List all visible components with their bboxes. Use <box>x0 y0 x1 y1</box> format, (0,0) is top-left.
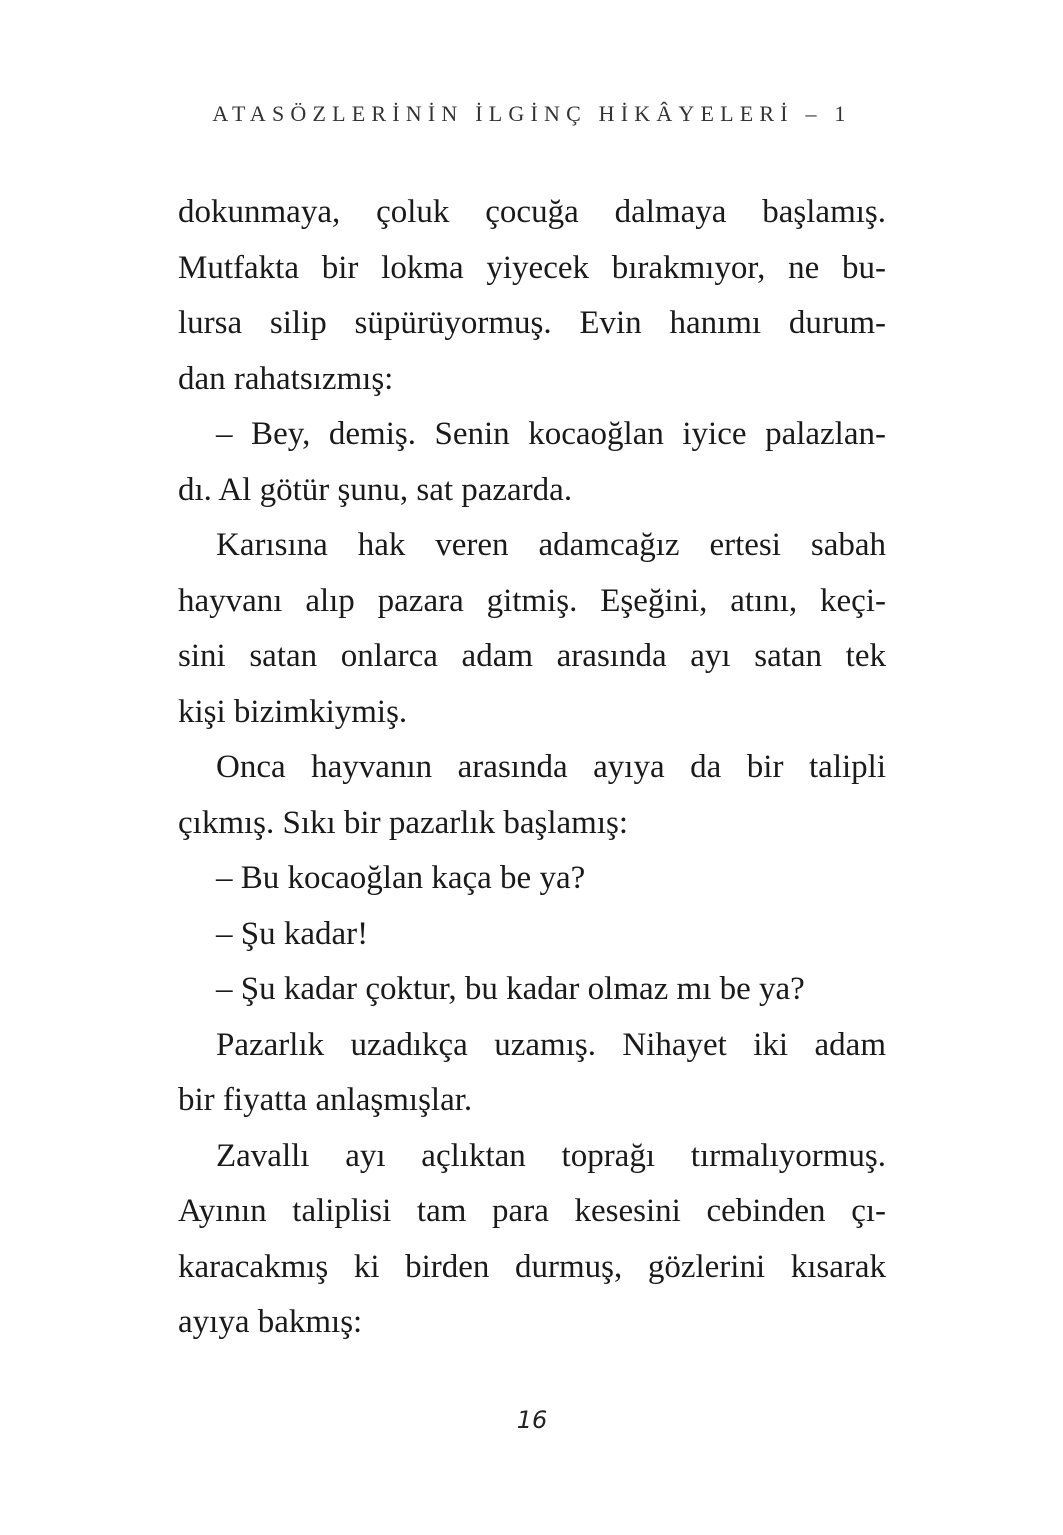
text-line: dan rahatsızmış: <box>178 360 394 397</box>
text-line: bir fiyatta anlaşmışlar. <box>178 1082 473 1118</box>
text-line: – Bu kocaoğlan kaça be ya? <box>216 860 586 896</box>
text-line: Onca hayvanın arasında ayıya da bir talipli <box>216 749 886 785</box>
text-line: – Bey, demiş. Senin kocaoğlan iyice palazlan- <box>216 416 886 452</box>
text-line: dokunmaya, çoluk çocuğa dalmaya başlamış. <box>178 194 886 230</box>
text-line: Pazarlık uzadıkça uzamış. Nihayet iki adam <box>216 1026 886 1063</box>
text-line: çıkmış. Sıkı bir pazarlık başlamış: <box>178 804 629 841</box>
text-line: lursa silip süpürüyormuş. Evin hanımı durum- <box>178 305 886 341</box>
text-line: dı. Al götür şunu, sat pazarda. <box>178 471 573 508</box>
text-line: – Şu kadar! <box>216 915 369 952</box>
page-number: 16 <box>516 1406 548 1434</box>
text-line: karacakmış ki birden durmuş, gözlerini kısarak <box>178 1248 886 1285</box>
body-text <box>178 185 886 1351</box>
text-line: Karısına hak veren adamcağız ertesi sabah <box>216 527 886 563</box>
running-head: ATASÖZLERİNİN İLGİNÇ HİKÂYELERİ – 1 <box>212 101 852 126</box>
text-line: Ayının taliplisi tam para kesesini cebinden çı- <box>178 1193 886 1229</box>
text-line: Mutfakta bir lokma yiyecek bırakmıyor, ne bu- <box>178 249 886 286</box>
text-line: kişi bizimkiymiş. <box>178 693 408 730</box>
text-line: hayvanı alıp pazara gitmiş. Eşeğini, atını, keçi- <box>178 582 886 619</box>
text-line: ayıya bakmış: <box>178 1304 363 1340</box>
text-line: sini satan onlarca adam arasında ayı satan tek <box>178 638 886 674</box>
text-line: Zavallı ayı açlıktan toprağı tırmalıyormuş. <box>216 1137 886 1174</box>
text-line: – Şu kadar çoktur, bu kadar olmaz mı be ya? <box>216 971 805 1007</box>
